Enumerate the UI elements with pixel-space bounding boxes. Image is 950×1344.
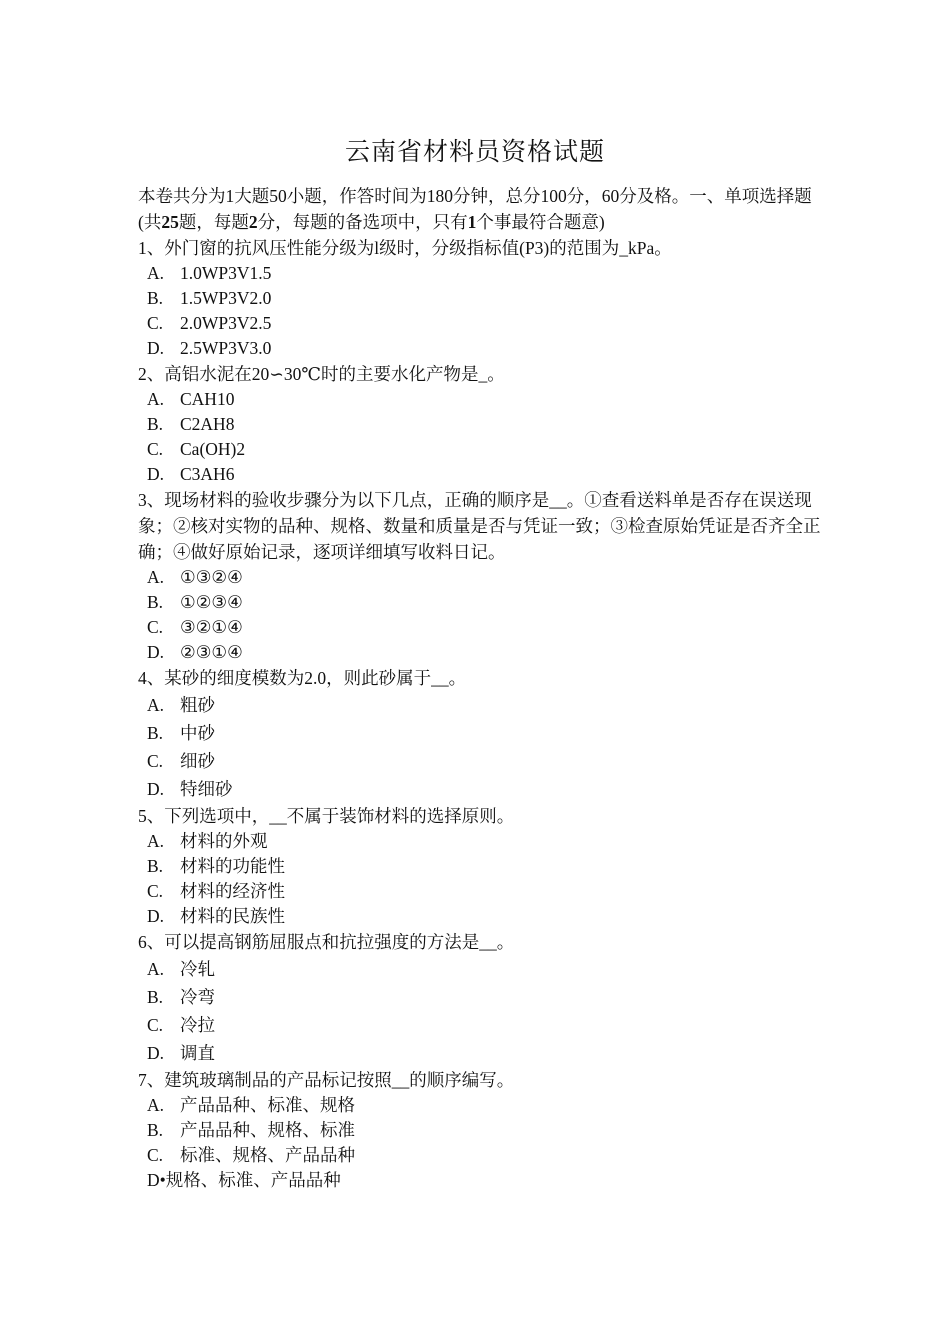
question-1-option-c [138,311,823,336]
question-4-option-a [138,691,823,719]
option-text: Ca(OH)2 [180,439,246,459]
option-text: ②③①④ [180,642,243,662]
option-text: 1.0WP3V1.5 [180,263,272,283]
question-1: 1、外门窗的抗风压性能分级为l级时，分级指标值(P3)的范围为_kPa。 [138,238,672,258]
question-5-option-a [138,829,823,854]
option-text: 2.5WP3V3.0 [180,338,272,358]
option-text: ①②③④ [180,592,243,612]
option-letter: C. [147,439,164,459]
option-letter: B. [147,592,164,612]
question-1-option-d [138,336,823,361]
question-4: 4、某砂的细度模数为2.0，则此砂属于__。 [138,668,467,688]
question-2: 2、高铝水泥在20∽30℃时的主要水化产物是_。 [138,364,505,384]
intro-text-3: 分，每题的备选项中，只有 [257,212,468,232]
question-6-option-d [138,1039,823,1067]
option-text: 材料的功能性 [180,856,285,876]
option-text: C2AH8 [180,414,235,434]
option-letter: C. [147,1015,164,1035]
question-7-option-d [138,1168,823,1193]
option-text: 冷轧 [180,959,215,979]
question-2-option-c [138,437,823,462]
question-3-option-b [138,590,823,615]
option-text: 1.5WP3V2.0 [180,288,272,308]
option-text: 调直 [180,1043,215,1063]
option-text: 材料的经济性 [180,881,285,901]
option-text: 细砂 [180,751,215,771]
question-5-option-b [138,854,823,879]
option-letter: C. [147,881,164,901]
question-7-option-c [138,1143,823,1168]
question-7: 7、建筑玻璃制品的产品标记按照__的顺序编写。 [138,1070,515,1090]
option-letter: D. [147,779,165,799]
option-letter: C. [147,617,164,637]
question-2-option-d [138,462,823,487]
intro-question-count: 25 [161,212,179,232]
question-3-option-c [138,615,823,640]
document-body [138,183,823,1193]
exam-intro [138,183,823,235]
option-letter: A. [147,1095,165,1115]
question-1-option-b [138,286,823,311]
question-5: 5、下列选项中，__不属于装饰材料的选择原则。 [138,806,515,826]
option-letter: D. [147,906,165,926]
option-text: C3AH6 [180,464,235,484]
option-letter: B. [147,1120,164,1140]
intro-text-1: 本卷共分为1大题50小题，作答时间为180分钟，总分100分，60分及格。一、单项选择题(共 [138,186,812,232]
question-3-option-a [138,565,823,590]
option-text: 材料的外观 [180,831,268,851]
question-6: 6、可以提高钢筋屈服点和抗拉强度的方法是__。 [138,932,515,952]
option-text: ①③②④ [180,567,243,587]
option-letter: C. [147,1145,164,1165]
question-7-option-a [138,1093,823,1118]
option-letter: D. [147,1043,165,1063]
intro-points: 2 [248,212,258,232]
option-letter: B. [147,987,164,1007]
page-title: 云南省材料员资格试题 [344,139,605,166]
question-6-option-a [138,955,823,983]
option-text: 冷弯 [180,987,215,1007]
question-7-option-b [138,1118,823,1143]
question-5-option-d [138,904,823,929]
question-3: 3、现场材料的验收步骤分为以下几点，正确的顺序是__。①查看送料单是否存在误送现象；②核对实物的品种、规格、数量和质量是否与凭证一致；③检查原始凭证是否齐全正确；④做好原始记录，逐项详细填写收料日记。 [138,490,821,562]
option-letter: D. [147,338,165,358]
intro-text-2: 题，每题 [178,212,249,232]
option-letter: A. [147,831,165,851]
question-6-option-c [138,1011,823,1039]
option-text: 产品品种、规格、标准 [180,1120,355,1140]
option-letter: D. [147,464,165,484]
option-letter: A. [147,567,165,587]
option-letter: B. [147,723,164,743]
option-text: 中砂 [180,723,215,743]
option-letter: C. [147,313,164,333]
option-letter: D• [147,1170,166,1190]
option-letter: A. [147,695,165,715]
option-letter: D. [147,642,165,662]
option-letter: B. [147,856,164,876]
option-letter: A. [147,263,165,283]
question-4-option-c [138,747,823,775]
option-letter: C. [147,751,164,771]
question-3-option-d [138,640,823,665]
option-letter: B. [147,414,164,434]
option-text: ③②①④ [180,617,243,637]
question-4-option-d [138,775,823,803]
option-text: 特细砂 [180,779,233,799]
option-letter: A. [147,959,165,979]
option-letter: A. [147,389,165,409]
option-text: 规格、标准、产品品种 [165,1170,341,1190]
option-letter: B. [147,288,164,308]
question-4-option-b [138,719,823,747]
question-2-option-a [138,387,823,412]
question-5-option-c [138,879,823,904]
intro-one: 1 [467,212,477,232]
option-text: CAH10 [180,389,235,409]
option-text: 产品品种、标准、规格 [180,1095,355,1115]
option-text: 2.0WP3V2.5 [180,313,272,333]
option-text: 材料的民族性 [180,906,285,926]
option-text: 粗砂 [180,695,215,715]
question-2-option-b [138,412,823,437]
option-text: 冷拉 [180,1015,215,1035]
intro-text-4: 个事最符合题意) [476,212,605,232]
question-6-option-b [138,983,823,1011]
option-text: 标准、规格、产品品种 [180,1145,355,1165]
question-1-option-a [138,261,823,286]
